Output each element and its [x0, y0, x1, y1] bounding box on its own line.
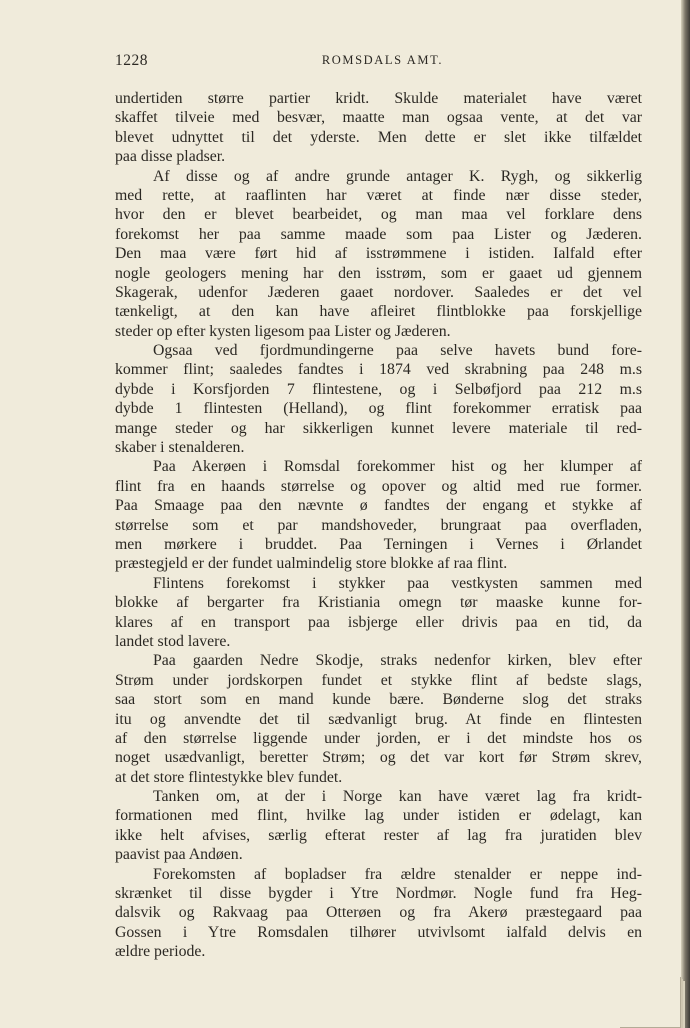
text-line: blevet udnyttet til det yderste. Men dette er slet ikke tilfældet [115, 128, 642, 146]
text-line: undertiden større partier kridt. Skulde materialet have været [115, 90, 642, 107]
text-line: Den maa være ført hid af isstrømmene i istiden. Ialfald efter [115, 245, 642, 263]
text-line: Ogsaa ved fjordmundingerne paa selve havets bund fore- [153, 342, 642, 360]
text-line: Af disse og af andre grunde antager K. Rygh, og sikkerlig [153, 167, 642, 185]
text-line: størrelse som et par mandshoveder, brungraat paa overfladen, [115, 516, 642, 534]
text-line: Skagerak, udenfor Jæderen gaaet nordover. Saaledes er det vel [115, 283, 642, 301]
text-line: tænkeligt, at den kan have afleiret flintblokke paa forskjellige [115, 303, 642, 321]
text-line: Flintens forekomst i stykker paa vestkysten sammen med [153, 574, 642, 592]
text-line: Paa Smaage paa den nævnte ø fandtes der engang et stykke af [115, 497, 642, 515]
page-edge [681, 0, 690, 1028]
text-line: Forekomsten af bopladser fra ældre stenalder er neppe ind- [153, 865, 642, 883]
page-corner-shadow [620, 977, 681, 1028]
text-line: men mørkere i bruddet. Paa Terningen i Vernes i Ørlandet [115, 535, 642, 553]
text-line: skaffet tilveie med besvær, maatte man ogsaa vente, at det var [115, 109, 642, 127]
text-line: med rette, at raaflinten har været at finde nær disse steder, [115, 186, 642, 204]
text-line: af den størrelse liggende under jorden, er i det mindste hos os [115, 729, 642, 747]
text-line: landet stod lavere. [115, 632, 231, 650]
text-line: noget usædvanligt, beretter Strøm; og det var kort før Strøm skrev, [115, 749, 642, 767]
text-line: skrænket til disse bygder i Ytre Nordmør. Nogle fund fra Heg- [115, 885, 642, 903]
text-line: skaber i stenalderen. [115, 439, 245, 457]
text-line: blokke af bergarter fra Kristiania omegn tør maaske kunne for- [115, 594, 642, 612]
text-line: nogle geologers mening har den isstrøm, som er gaaet ud gjennem [115, 264, 642, 282]
running-head: ROMSDALS AMT. [321, 53, 444, 67]
text-line: ældre periode. [115, 943, 206, 961]
text-line: Paa Akerøen i Romsdal forekommer hist og her klumper af [153, 458, 642, 476]
text-line: saa stort som en mand kunde bære. Bønderne slog det straks [115, 691, 642, 709]
text-line: klares af en transport paa isbjerge eller drivis paa en tid, da [115, 613, 642, 631]
text-line: mange steder og har sikkerligen kunnet levere materiale til red- [115, 419, 642, 437]
page-number: 1228 [115, 52, 148, 69]
text-line: at det store flintestykke blev fundet. [115, 768, 343, 786]
text-line: dybde 1 flintesten (Helland), og flint forekommer erratisk paa [115, 400, 642, 418]
text-line: paavist paa Andøen. [115, 846, 243, 864]
text-line: dalsvik og Rakvaag paa Otterøen og fra Akerø præstegaard paa [115, 904, 642, 922]
text-line: flint fra en haands størrelse og opover og altid med rue former. [115, 477, 642, 495]
text-line: dybde i Korsfjorden 7 flintestene, og i Selbøfjord paa 212 m.s [115, 380, 642, 398]
text-line: hvor den er blevet bearbeidet, og man maa vel forklare dens [115, 206, 642, 224]
text-line: steder op efter kysten ligesom paa Lister og Jæderen. [115, 322, 451, 340]
text-line: ikke helt afvises, særlig efterat rester af lag fra juratiden blev [115, 826, 642, 844]
text-line: præstegjeld er der fundet ualmindelig store blokke af raa flint. [115, 555, 508, 573]
text-line: Strøm under jordskorpen fundet et stykke flint af bedste slags, [115, 671, 642, 689]
text-line: forekomst her paa samme maade som paa Lister og Jæderen. [115, 225, 642, 243]
text-line: kommer flint; saaledes fandtes i 1874 ved skrabning paa 248 m.s [115, 361, 642, 379]
text-line: paa disse pladser. [115, 148, 226, 166]
page-header [115, 52, 642, 76]
text-line: formationen med flint, hvilke lag under istiden er ødelagt, kan [115, 807, 642, 825]
text-line: Gossen i Ytre Romsdalen tilhører utvivlsomt ialfald delvis en [115, 923, 642, 941]
text-line: itu og anvendte det til sædvanligt brug. At finde en flintesten [115, 710, 642, 728]
text-line: Paa gaarden Nedre Skodje, straks nedenfor kirken, blev efter [153, 652, 642, 670]
body-text [115, 89, 642, 962]
text-line: Tanken om, at der i Norge kan have været lag fra kridt- [153, 788, 642, 806]
